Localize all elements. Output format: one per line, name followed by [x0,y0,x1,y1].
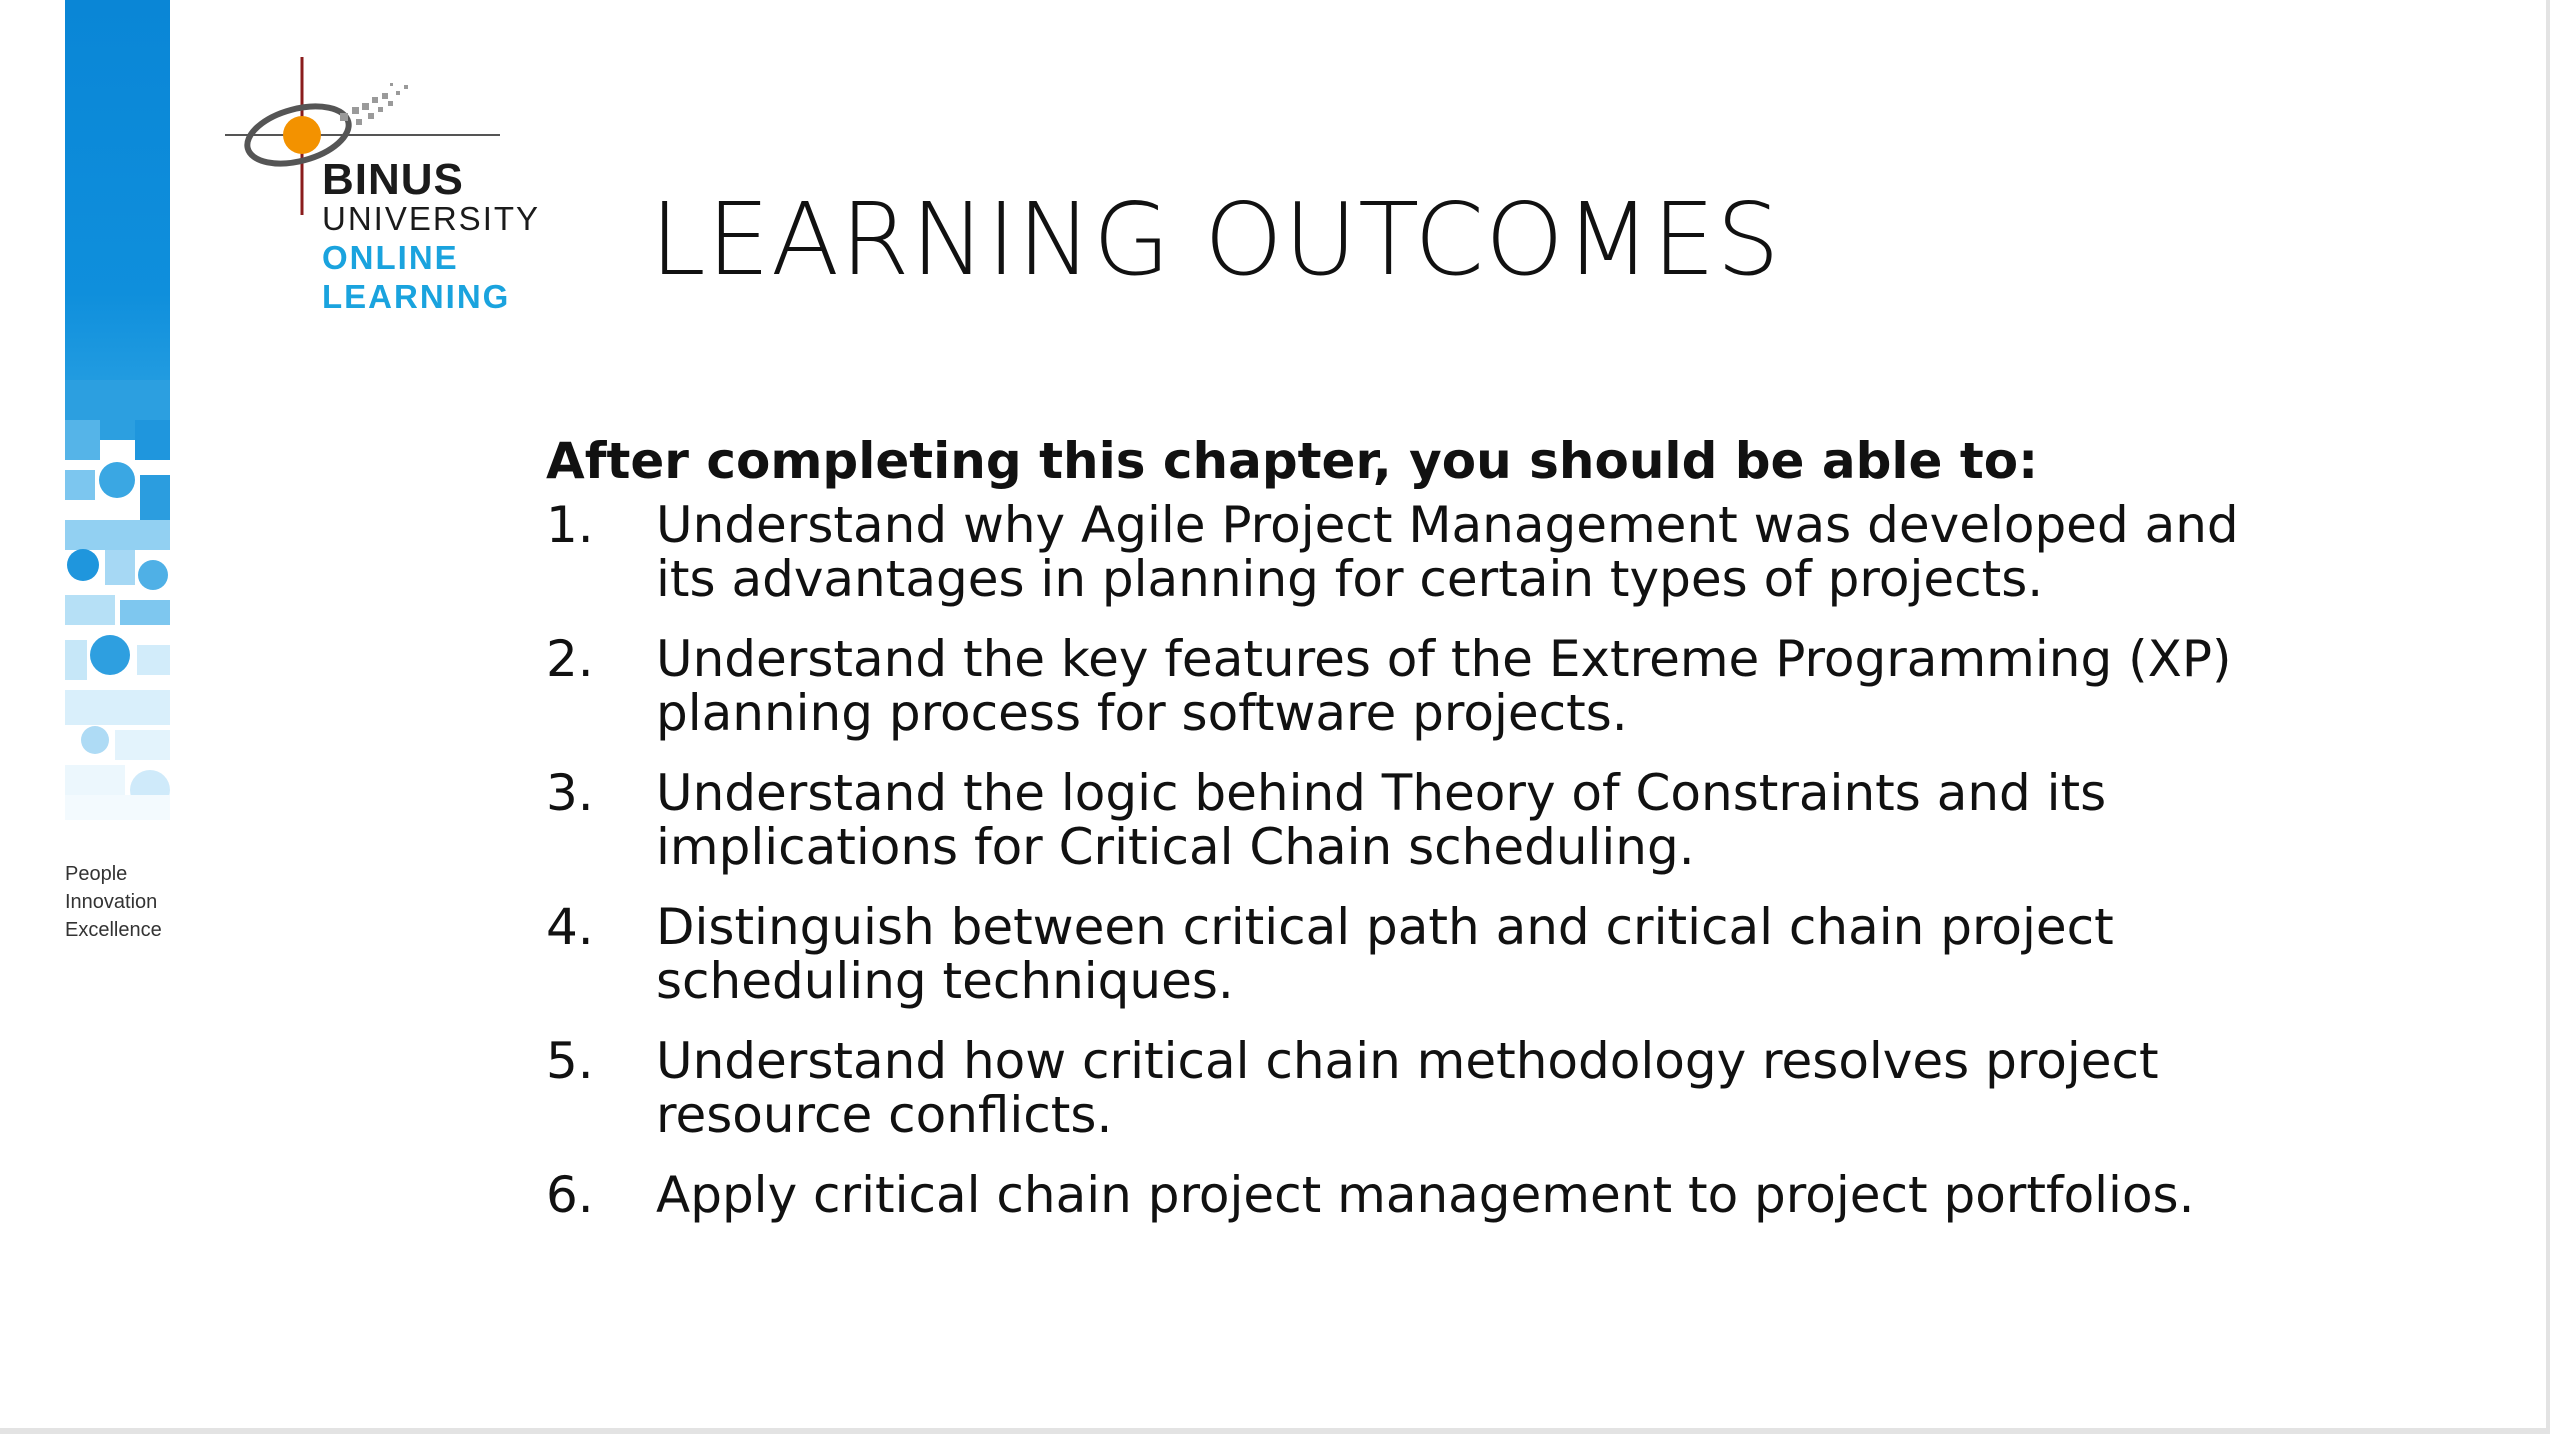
list-item-number: 1. [546,496,594,554]
logo-learning: LEARNING [322,278,511,315]
list-item [546,632,2246,740]
tagline-line-1: People [65,863,128,885]
tagline-line-3: Excellence [65,919,162,941]
list-item-number: 6. [546,1166,594,1224]
list-item [546,1168,2246,1222]
logo-university: UNIVERSITY [322,200,541,237]
list-item-text: Understand how critical chain methodology resolves project resource conflicts. [656,1032,2159,1144]
list-item-text: Apply critical chain project management to project portfolios. [656,1166,2195,1224]
list-item-number: 3. [546,764,594,822]
list-item-number: 2. [546,630,594,688]
logo-online: ONLINE [322,239,459,276]
list-item [546,1034,2246,1142]
strip-solid-block [65,0,170,420]
intro-text: After completing this chapter, you should be able to: [546,432,2039,490]
list-item-text: Understand the logic behind Theory of Constraints and its implications for Critical Chain scheduling. [656,764,2107,876]
tagline-line-2: Innovation [65,891,158,913]
slide-content [546,428,2246,1248]
list-item-number: 4. [546,898,594,956]
list-item-text: Understand the key features of the Extreme Programming (XP) planning process for software projects. [656,630,2232,742]
list-item-text: Distinguish between critical path and critical chain project scheduling techniques. [656,898,2114,1010]
list-item-number: 5. [546,1032,594,1090]
strip-mosaic-pattern [65,380,170,820]
logo-binus: BINUS [322,155,464,204]
list-item-text: Understand why Agile Project Management was developed and its advantages in planning for certain types of projects. [656,496,2239,608]
brand-tagline [65,860,162,944]
list-item [546,900,2246,1008]
list-item [546,766,2246,874]
decorative-strip [65,0,170,820]
slide-title: LEARNING OUTCOMES [650,181,1781,298]
outcomes-list [546,498,2246,1222]
logo-wordmark [322,155,541,316]
list-item [546,498,2246,606]
